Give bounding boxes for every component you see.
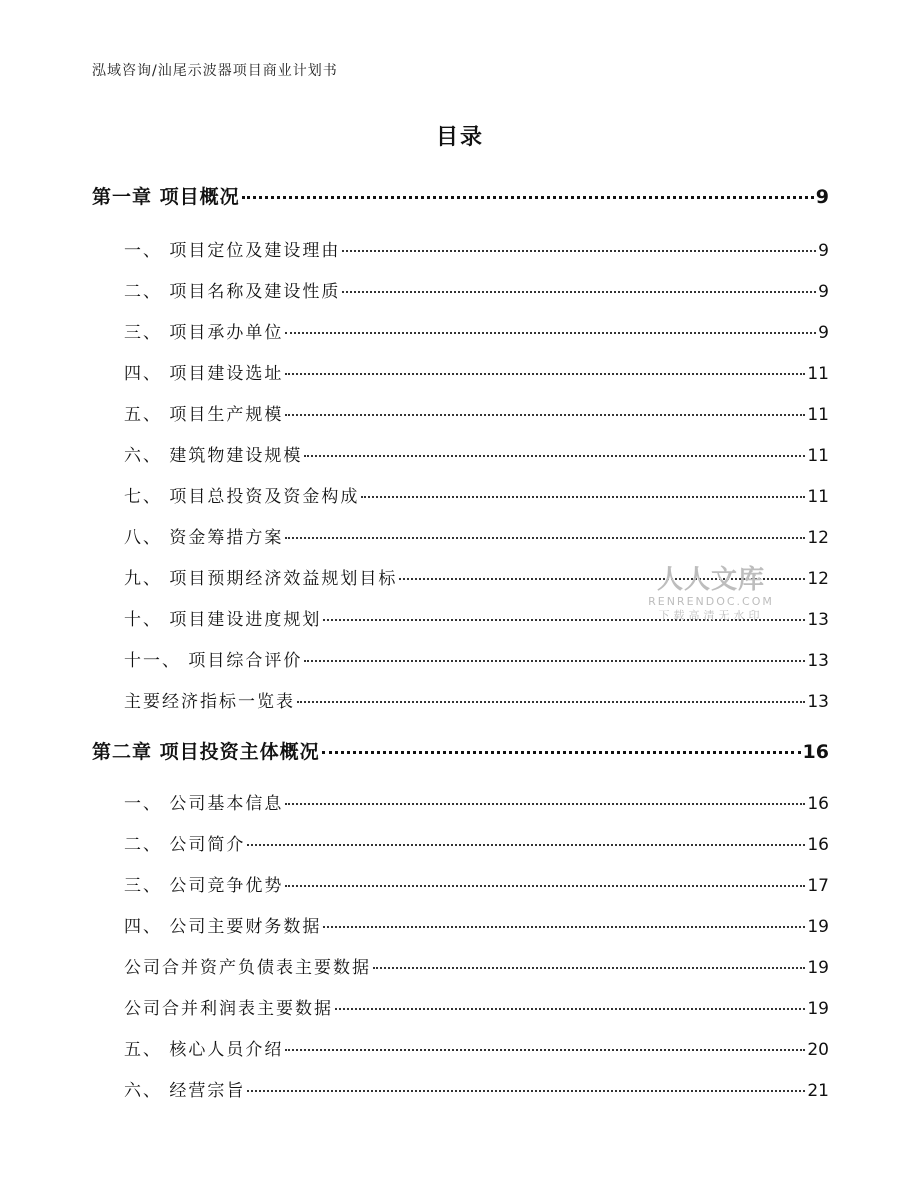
toc-entry[interactable]: [124, 236, 829, 261]
toc-entry[interactable]: [124, 1035, 829, 1060]
toc-entry-label: 公司合并资产负债表主要数据: [124, 958, 371, 978]
toc-page-number: 11: [807, 364, 829, 384]
dot-leader: [361, 496, 805, 498]
dot-leader: [285, 414, 805, 416]
toc-page-number: 13: [807, 651, 829, 671]
toc-entry-label: 一、 项目定位及建设理由: [124, 241, 341, 261]
toc-entry-label: 七、 项目总投资及资金构成: [124, 487, 360, 507]
dot-leader: [247, 1090, 805, 1092]
toc-entry[interactable]: [124, 994, 829, 1019]
toc-entry-label: 八、 资金筹措方案: [124, 528, 284, 548]
dot-leader: [285, 803, 805, 805]
toc-page-number: 9: [818, 241, 829, 261]
toc-page-number: 12: [807, 569, 829, 589]
dot-leader: [323, 926, 805, 928]
toc-page-number: 12: [807, 528, 829, 548]
watermark-domain: RENRENDOC.COM: [648, 595, 774, 608]
toc-page-number: 19: [807, 999, 829, 1019]
toc-page-number: 19: [807, 917, 829, 937]
dot-leader: [285, 1049, 805, 1051]
toc-chapter-2[interactable]: [92, 737, 829, 764]
toc-entry-label: 第一章 项目概况: [92, 186, 240, 208]
toc-entry-label: 三、 公司竞争优势: [124, 876, 284, 896]
toc-entry[interactable]: [124, 1076, 829, 1101]
dot-leader: [242, 196, 814, 199]
toc-title: 目录: [435, 125, 484, 150]
toc-page-number: 16: [802, 741, 829, 763]
toc-entry-label: 六、 建筑物建设规模: [124, 446, 303, 466]
toc-entry[interactable]: [124, 871, 829, 896]
dot-leader: [342, 291, 816, 293]
dot-leader: [322, 751, 801, 754]
toc-entry-label: 四、 项目建设选址: [124, 364, 284, 384]
toc-page-number: 9: [818, 323, 829, 343]
toc-page-number: 11: [807, 487, 829, 507]
toc-entry-label: 十、 项目建设进度规划: [124, 610, 322, 630]
dot-leader: [297, 701, 805, 703]
toc-entry[interactable]: [124, 523, 829, 548]
watermark-logo-text: 人人文库: [656, 565, 765, 595]
toc-entry[interactable]: [124, 359, 829, 384]
toc-entry[interactable]: [124, 441, 829, 466]
toc-entry[interactable]: [124, 953, 829, 978]
dot-leader: [304, 660, 805, 662]
toc-page-number: 13: [807, 610, 829, 630]
watermark: [646, 565, 776, 623]
toc-page-number: 19: [807, 958, 829, 978]
toc-entry-label: 五、 项目生产规模: [124, 405, 284, 425]
toc-entry-label: 六、 经营宗旨: [124, 1081, 246, 1101]
toc-entry[interactable]: [124, 789, 829, 814]
toc-entry[interactable]: [124, 400, 829, 425]
toc-entry[interactable]: [124, 912, 829, 937]
toc-page-number: 11: [807, 405, 829, 425]
dot-leader: [285, 537, 805, 539]
toc-entry-label: 二、 项目名称及建设性质: [124, 282, 341, 302]
toc-chapter-1[interactable]: [92, 182, 829, 209]
toc-page-number: 11: [807, 446, 829, 466]
toc-entry[interactable]: [124, 277, 829, 302]
dot-leader: [304, 455, 805, 457]
dot-leader: [285, 885, 805, 887]
toc-entry[interactable]: [124, 482, 829, 507]
toc-page-number: 9: [818, 282, 829, 302]
toc-entry-label: 三、 项目承办单位: [124, 323, 284, 343]
toc-page-number: 21: [807, 1081, 829, 1101]
toc-entry-label: 十一、 项目综合评价: [124, 651, 303, 671]
toc-page-number: 9: [815, 186, 829, 208]
toc-entry-label: 主要经济指标一览表: [124, 692, 295, 712]
dot-leader: [335, 1008, 805, 1010]
toc-page-number: 16: [807, 835, 829, 855]
toc-page-number: 17: [807, 876, 829, 896]
toc-entry-label: 五、 核心人员介绍: [124, 1040, 284, 1060]
toc-entry-label: 一、 公司基本信息: [124, 794, 284, 814]
toc-entry[interactable]: [124, 646, 829, 671]
dot-leader: [373, 967, 805, 969]
toc-page-number: 20: [807, 1040, 829, 1060]
toc-entry-label: 第二章 项目投资主体概况: [92, 741, 320, 763]
toc-page-number: 13: [807, 692, 829, 712]
watermark-slogan: 下载高清无水印: [658, 609, 764, 622]
toc-entry-label: 公司合并利润表主要数据: [124, 999, 333, 1019]
toc-page-number: 16: [807, 794, 829, 814]
toc-entry[interactable]: [124, 318, 829, 343]
toc-entry-label: 九、 项目预期经济效益规划目标: [124, 569, 398, 589]
dot-leader: [342, 250, 816, 252]
toc-entry-label: 二、 公司简介: [124, 835, 246, 855]
dot-leader: [247, 844, 805, 846]
toc-entry[interactable]: [124, 687, 829, 712]
dot-leader: [285, 332, 816, 334]
toc-entry-label: 四、 公司主要财务数据: [124, 917, 322, 937]
toc-entry[interactable]: [124, 830, 829, 855]
dot-leader: [285, 373, 805, 375]
running-header: 泓域咨询/汕尾示波器项目商业计划书: [92, 63, 338, 79]
